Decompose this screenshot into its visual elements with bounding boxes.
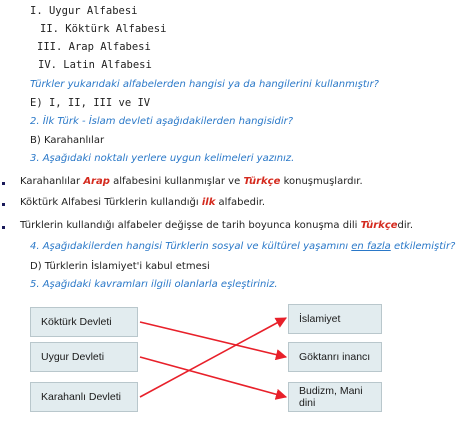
- answer-2: B) Karahanlılar: [30, 135, 105, 146]
- match-arrow-2: [140, 357, 286, 397]
- fill-sentence-2: Köktürk Alfabesi Türklerin kullandığı ilk alfabedir.: [20, 197, 266, 208]
- emphasis-link: en fazla: [351, 241, 391, 252]
- answer-1: E) I, II, III ve IV: [30, 97, 151, 109]
- option-2: II. Köktürk Alfabesi: [40, 23, 167, 35]
- match-left-box-2: Uygur Devleti: [30, 342, 138, 372]
- fill-sentence-3: Türklerin kullandığı alfabeler değişse de tarih boyunca konuşma dili Türkçedir.: [20, 220, 414, 231]
- question-3: 3. Aşağıdaki noktalı yerlere uygun kelimeleri yazınız.: [30, 153, 295, 164]
- question-1: Türkler yukarıdaki alfabelerden hangisi ya da hangilerini kullanmıştır?: [30, 79, 379, 90]
- match-right-box-3: Budizm, Mani dini: [288, 382, 382, 412]
- option-4: IV. Latin Alfabesi: [38, 59, 152, 71]
- fill-sentence-1: Karahanlılar Arap alfabesini kullanmışlar ve Türkçe konuşmuşlardır.: [20, 176, 363, 187]
- question-5: 5. Aşağıdaki kavramları ilgili olanlarla eşleştiriniz.: [30, 279, 278, 290]
- match-right-box-2: Göktanrı inancı: [288, 342, 382, 372]
- question-4: 4. Aşağıdakilerden hangisi Türklerin sosyal ve kültürel yaşamını en fazla etkilemiştir?: [30, 241, 456, 252]
- option-3: III. Arap Alfabesi: [37, 41, 151, 53]
- match-left-box-3: Karahanlı Devleti: [30, 382, 138, 412]
- match-left-box-1: Köktürk Devleti: [30, 307, 138, 337]
- answer-4: D) Türklerin İslamiyet'i kabul etmesi: [30, 261, 210, 272]
- match-right-box-1: İslamiyet: [288, 304, 382, 334]
- option-1: I. Uygur Alfabesi: [30, 5, 138, 17]
- match-arrow-3: [140, 318, 286, 397]
- match-arrow-1: [140, 322, 286, 357]
- question-2: 2. İlk Türk - İslam devleti aşağıdakilerden hangisidir?: [30, 116, 294, 127]
